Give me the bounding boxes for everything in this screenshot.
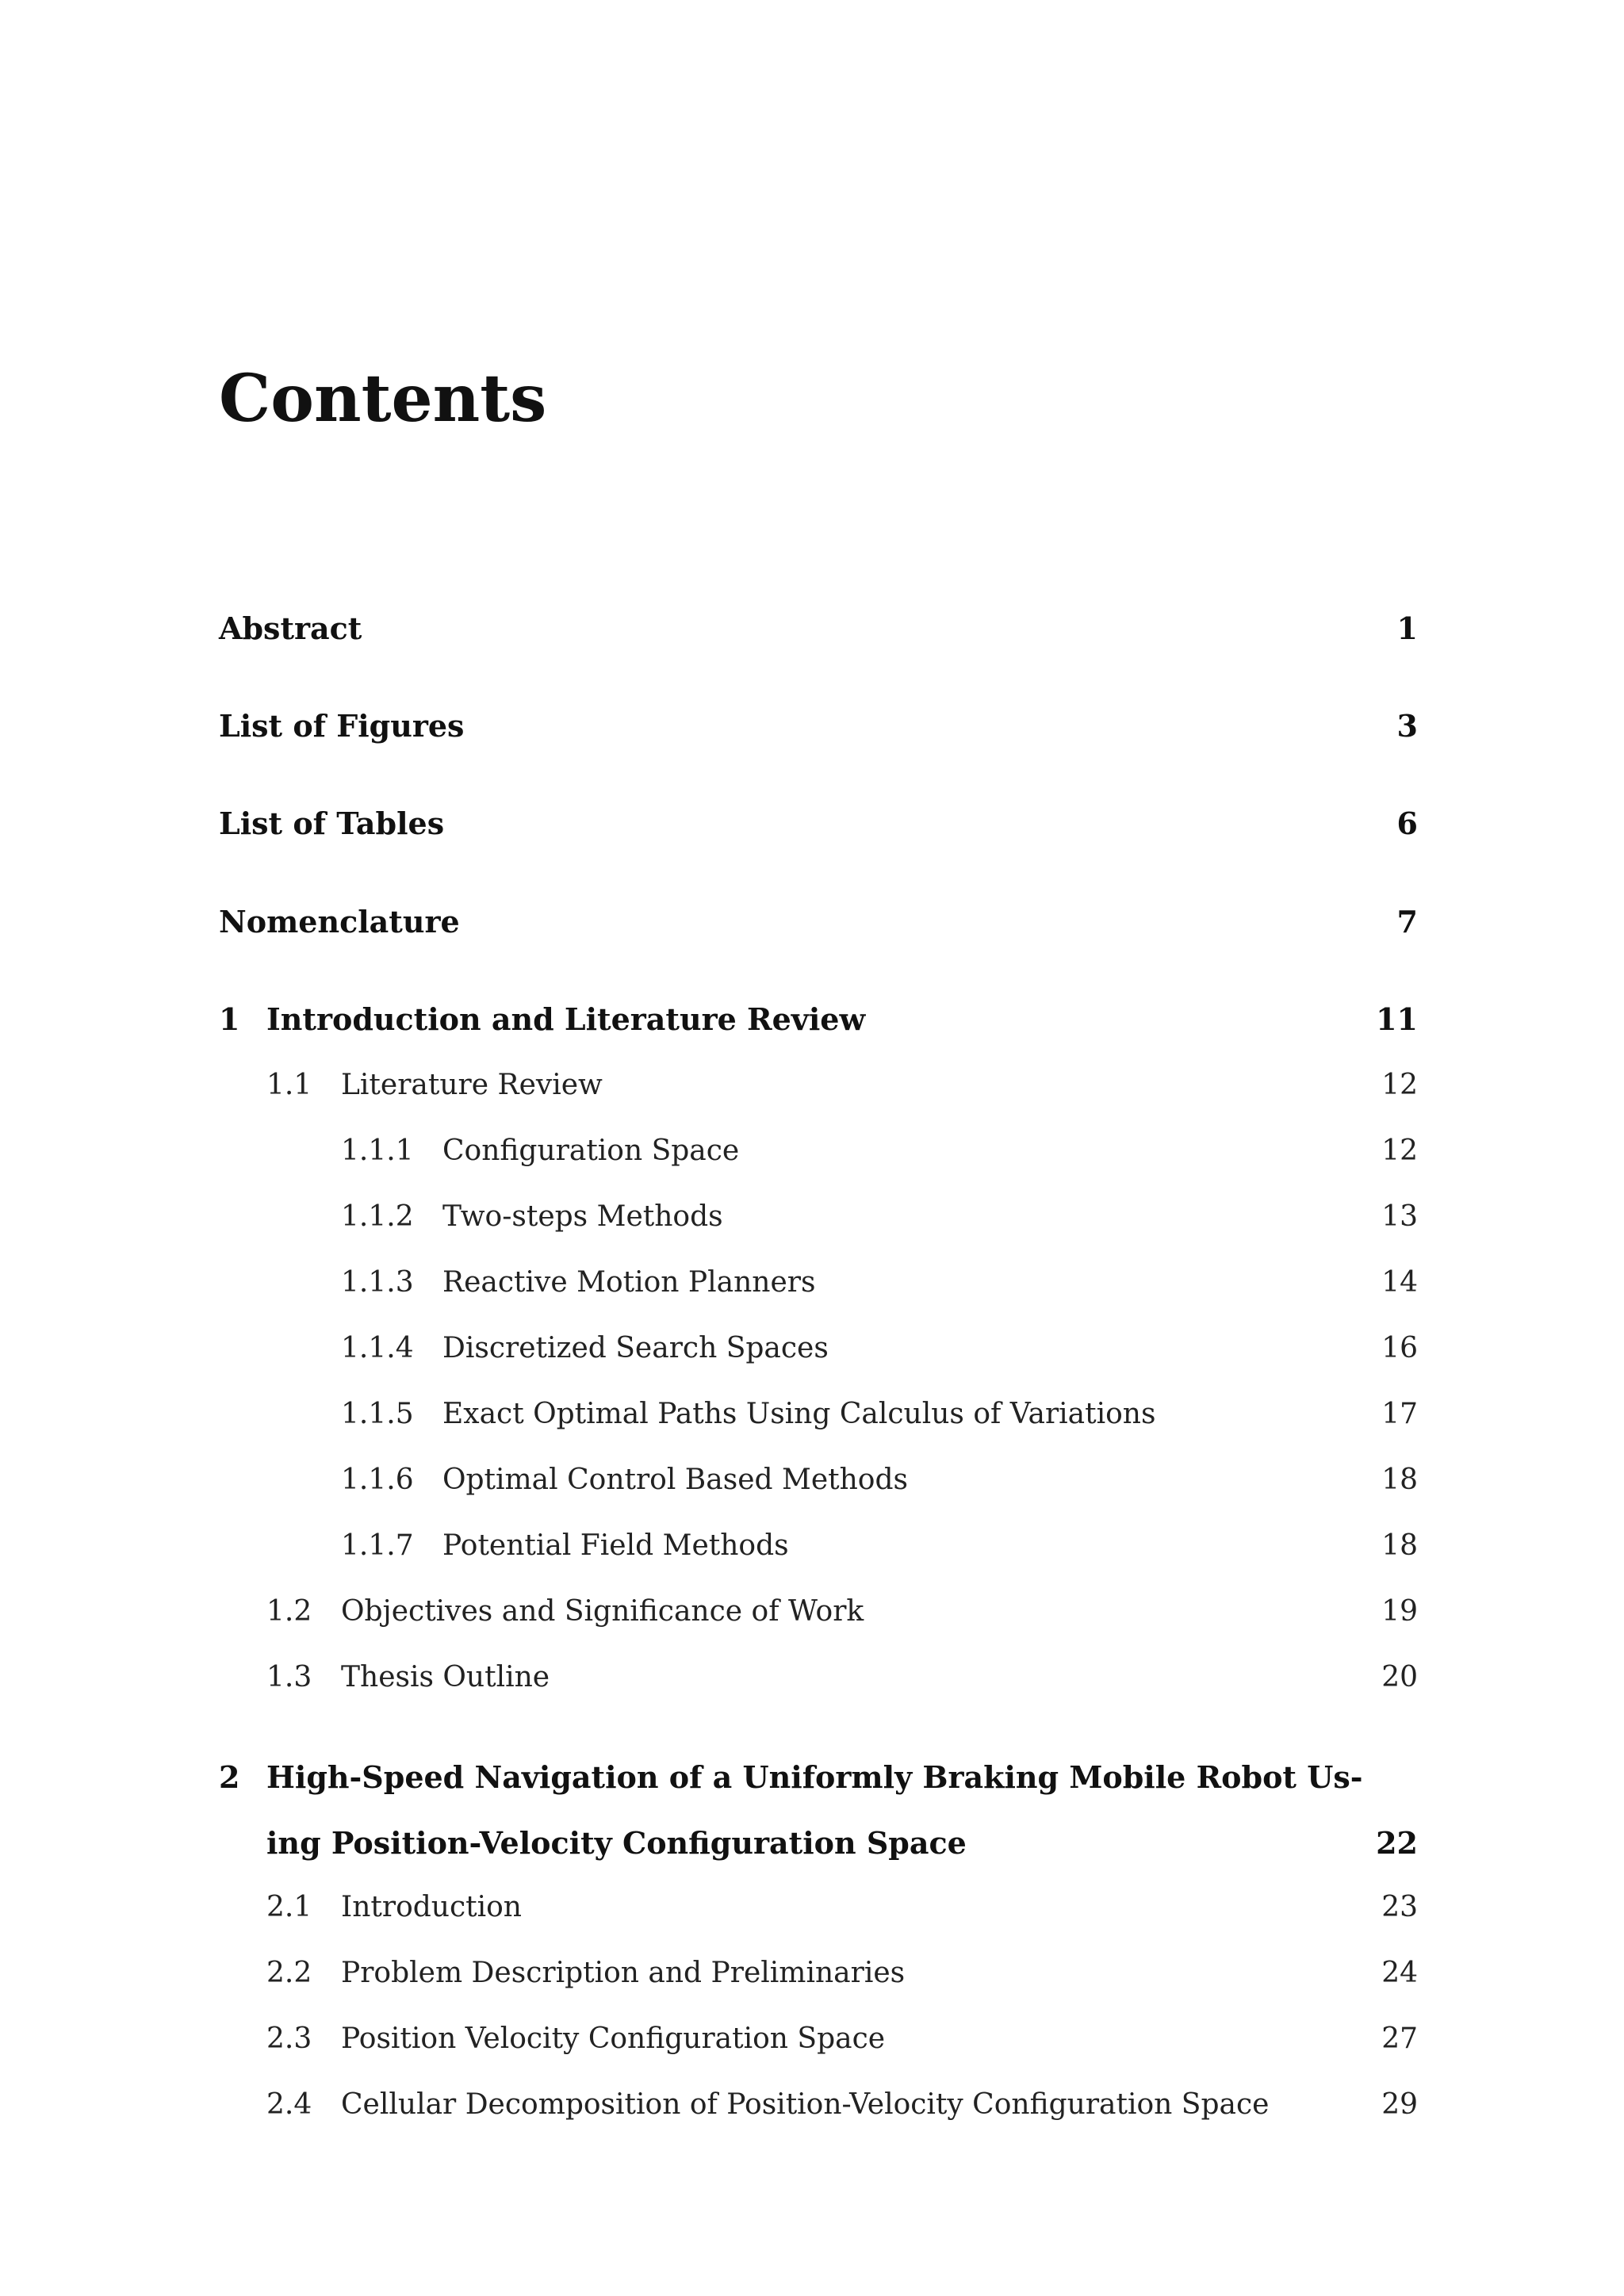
toc-chapter-2-continued[interactable] [219, 1825, 1418, 1869]
toc-section-label: Problem Description and Preliminaries [341, 1957, 906, 1989]
toc-section-2-2[interactable] [219, 1957, 1418, 2001]
toc-chapter-2[interactable] [219, 1759, 1418, 1804]
toc-subsection-number: 1.1.4 [341, 1332, 414, 1364]
toc-subsection-1-1-4[interactable] [219, 1332, 1418, 1376]
toc-subsection-label: Discretized Search Spaces [442, 1332, 829, 1364]
toc-chapter-label: Introduction and Literature Review [266, 1001, 866, 1037]
toc-page-number: 13 [1381, 1200, 1418, 1233]
toc-page-number: 6 [1396, 806, 1418, 841]
toc-page-number: 19 [1381, 1595, 1418, 1628]
toc-subsection-number: 1.1.1 [341, 1135, 414, 1167]
toc-subsection-label: Configuration Space [442, 1135, 740, 1167]
toc-section-number: 2.2 [266, 1957, 312, 1989]
toc-entry-list-of-tables[interactable] [219, 806, 1418, 850]
toc-page-number: 7 [1396, 904, 1418, 939]
toc-page-number: 12 [1381, 1135, 1418, 1167]
toc-section-label: Thesis Outline [341, 1661, 550, 1693]
toc-page-number: 29 [1381, 2088, 1418, 2121]
toc-section-label: Cellular Decomposition of Position-Velocity Configuration Space [341, 2088, 1270, 2121]
toc-subsection-label: Reactive Motion Planners [442, 1266, 816, 1299]
toc-section-number: 2.1 [266, 1891, 312, 1923]
toc-section-1-3[interactable] [219, 1661, 1418, 1705]
toc-subsection-number: 1.1.3 [341, 1266, 414, 1299]
toc-subsection-1-1-2[interactable] [219, 1200, 1418, 1245]
toc-page-number: 18 [1381, 1464, 1418, 1496]
toc-page-number: 24 [1381, 1957, 1418, 1989]
page-title: Contents [219, 361, 547, 437]
toc-page-number: 14 [1381, 1266, 1418, 1299]
toc-subsection-1-1-6[interactable] [219, 1464, 1418, 1508]
toc-section-label: Objectives and Significance of Work [341, 1595, 864, 1628]
toc-subsection-number: 1.1.2 [341, 1200, 414, 1233]
toc-page-number: 23 [1381, 1891, 1418, 1923]
toc-subsection-number: 1.1.7 [341, 1529, 414, 1562]
toc-subsection-1-1-1[interactable] [219, 1135, 1418, 1179]
toc-subsection-number: 1.1.6 [341, 1464, 414, 1496]
toc-entry-label: Abstract [219, 610, 362, 646]
toc-page-number: 22 [1376, 1825, 1418, 1861]
toc-chapter-label-line2: ing Position-Velocity Configuration Space [266, 1825, 967, 1861]
toc-entry-abstract[interactable] [219, 610, 1418, 655]
toc-section-number: 1.1 [266, 1069, 312, 1101]
toc-entry-label: List of Figures [219, 708, 465, 744]
toc-page-number: 20 [1381, 1661, 1418, 1693]
toc-entry-label: Nomenclature [219, 904, 460, 939]
toc-chapter-number: 2 [219, 1759, 240, 1795]
toc-chapter-1[interactable] [219, 1001, 1418, 1046]
toc-section-number: 2.4 [266, 2088, 312, 2121]
toc-section-number: 2.3 [266, 2022, 312, 2055]
toc-entry-nomenclature[interactable] [219, 904, 1418, 948]
toc-subsection-1-1-3[interactable] [219, 1266, 1418, 1311]
toc-page-number: 16 [1381, 1332, 1418, 1364]
toc-page-number: 17 [1381, 1398, 1418, 1430]
toc-subsection-label: Potential Field Methods [442, 1529, 789, 1562]
toc-subsection-label: Exact Optimal Paths Using Calculus of Variations [442, 1398, 1156, 1430]
toc-page-number: 3 [1396, 708, 1418, 744]
toc-subsection-1-1-7[interactable] [219, 1529, 1418, 1574]
toc-page-number: 11 [1376, 1001, 1418, 1037]
toc-section-1-1[interactable] [219, 1069, 1418, 1113]
toc-entry-label: List of Tables [219, 806, 445, 841]
toc-section-1-2[interactable] [219, 1595, 1418, 1640]
toc-subsection-1-1-5[interactable] [219, 1398, 1418, 1442]
toc-page-number: 18 [1381, 1529, 1418, 1562]
toc-section-2-3[interactable] [219, 2022, 1418, 2067]
toc-section-2-4[interactable] [219, 2088, 1418, 2133]
toc-chapter-label-line1: High-Speed Navigation of a Uniformly Braking Mobile Robot Us- [266, 1759, 1363, 1795]
toc-section-number: 1.2 [266, 1595, 312, 1628]
toc-section-label: Literature Review [341, 1069, 603, 1101]
toc-section-2-1[interactable] [219, 1891, 1418, 1935]
toc-section-label: Position Velocity Configuration Space [341, 2022, 886, 2055]
toc-subsection-label: Optimal Control Based Methods [442, 1464, 909, 1496]
toc-section-label: Introduction [341, 1891, 522, 1923]
toc-page-number: 27 [1381, 2022, 1418, 2055]
toc-section-number: 1.3 [266, 1661, 312, 1693]
toc-entry-list-of-figures[interactable] [219, 708, 1418, 752]
toc-page-number: 1 [1396, 610, 1418, 646]
toc-page-number: 12 [1381, 1069, 1418, 1101]
toc-subsection-label: Two-steps Methods [442, 1200, 723, 1233]
toc-subsection-number: 1.1.5 [341, 1398, 414, 1430]
toc-chapter-number: 1 [219, 1001, 240, 1037]
